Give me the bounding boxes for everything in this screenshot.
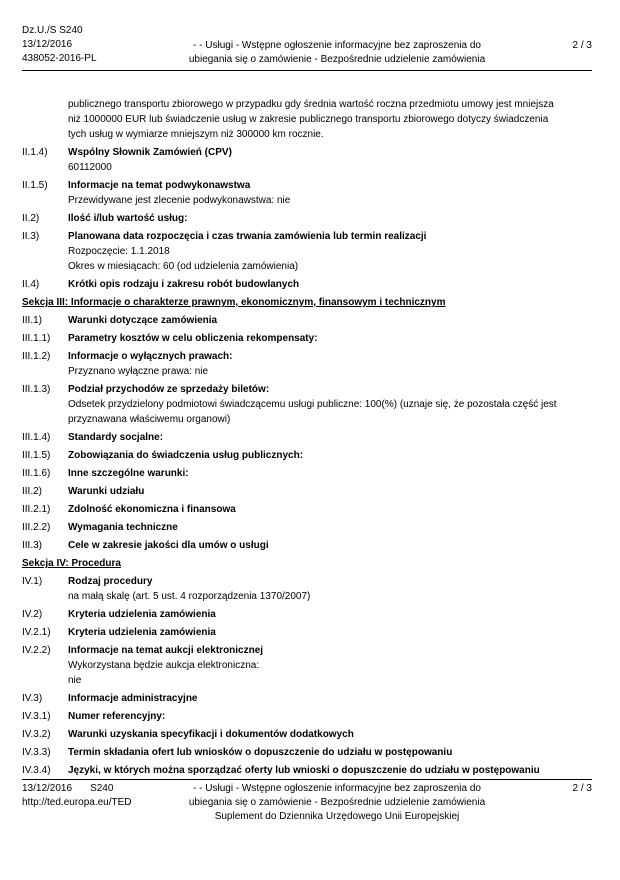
item-number: IV.3.1) <box>22 711 51 722</box>
section-item <box>22 520 592 535</box>
item-body <box>68 538 592 553</box>
section-item <box>22 625 592 640</box>
item-number: IV.2.1) <box>22 627 51 638</box>
item-body <box>68 643 592 688</box>
section-item <box>22 211 592 226</box>
item-title: Informacje na temat aukcji elektronicznej <box>68 645 264 656</box>
item-title: Informacje na temat podwykonawstwa <box>68 180 251 191</box>
section-item <box>22 643 592 688</box>
section-item <box>22 502 592 517</box>
item-number: III.1) <box>22 315 43 326</box>
item-number: II.4) <box>22 279 40 290</box>
item-title: Warunki udziału <box>68 486 145 497</box>
section-item <box>22 229 592 274</box>
intro-line: niż 1000000 EUR lub świadczenie usług w zakresie publicznego transportu zbiorowego dotyczy świadczenia <box>68 114 549 125</box>
footer-code: S240 <box>90 783 114 794</box>
footer-title <box>152 782 522 824</box>
item-body <box>68 607 592 622</box>
item-number: III.1.2) <box>22 351 51 362</box>
section-item <box>22 430 592 445</box>
section-item <box>22 178 592 208</box>
section-item <box>22 382 592 427</box>
item-title: Wspólny Słownik Zamówień (CPV) <box>68 147 232 158</box>
section-item <box>22 466 592 481</box>
item-body <box>68 178 592 208</box>
item-detail: Odsetek przydzielony podmiotowi świadczącemu usługi publiczne: 100(%) (uznaje się, że pozostała część jest <box>68 399 557 410</box>
header-doc-id: Dz.U./S S240 <box>22 25 83 36</box>
items-list <box>22 145 592 778</box>
item-title: Kryteria udzielenia zamówienia <box>68 609 216 620</box>
section-heading: Sekcja IV: Procedura <box>22 558 121 569</box>
item-body <box>68 313 592 328</box>
header-page-number: 2 / 3 <box>572 40 592 51</box>
item-title: Planowana data rozpoczęcia i czas trwania zamówienia lub termin realizacji <box>68 231 427 242</box>
item-number: II.1.5) <box>22 180 48 191</box>
item-body <box>68 466 592 481</box>
section-heading: Sekcja III: Informacje o charakterze prawnym, ekonomicznym, finansowym i technicznym <box>22 297 446 308</box>
item-body <box>68 277 592 292</box>
section-item <box>22 277 592 292</box>
item-detail: Przewidywane jest zlecenie podwykonawstwa: nie <box>68 195 291 206</box>
item-title: Numer referencyjny: <box>68 711 166 722</box>
item-number: IV.2.2) <box>22 645 51 656</box>
item-title: Warunki uzyskania specyfikacji i dokumentów dodatkowych <box>68 729 354 740</box>
item-title: Podział przychodów ze sprzedaży biletów: <box>68 384 270 395</box>
footer-title-line2: ubiegania się o zamówienie - Bezpośrednie udzielenie zamówienia <box>188 797 486 808</box>
item-body <box>68 349 592 379</box>
footer-supplement: Suplement do Dziennika Urzędowego Unii Europejskiej <box>214 811 460 822</box>
footer-divider <box>22 779 592 780</box>
item-title: Cele w zakresie jakości dla umów o usługi <box>68 540 269 551</box>
header-title-line1: - - Usługi - Wstępne ogłoszenie informacyjne bez zaproszenia do <box>193 40 481 51</box>
header-date: 13/12/2016 <box>22 39 73 50</box>
item-title: Informacje o wyłącznych prawach: <box>68 351 233 362</box>
footer-page-number: 2 / 3 <box>572 783 592 794</box>
item-title: Inne szczególne warunki: <box>68 468 189 479</box>
header-title <box>152 39 522 67</box>
section-item <box>22 745 592 760</box>
item-number: IV.3.4) <box>22 765 51 776</box>
item-body <box>68 430 592 445</box>
header-meta <box>22 24 97 66</box>
item-body <box>68 211 592 226</box>
item-number: IV.1) <box>22 576 43 587</box>
item-number: IV.2) <box>22 609 43 620</box>
section-item <box>22 763 592 778</box>
item-title: Krótki opis rodzaju i zakresu robót budowlanych <box>68 279 300 290</box>
item-number: II.3) <box>22 231 40 242</box>
header-divider <box>22 70 592 71</box>
item-detail: Rozpoczęcie: 1.1.2018 <box>68 246 170 257</box>
item-detail: Przyznano wyłączne prawa: nie <box>68 366 209 377</box>
section-item <box>22 331 592 346</box>
item-body <box>68 574 592 604</box>
item-title: Języki, w których można sporządzać oferty lub wnioski o dopuszczenie do udziału w postępowaniu <box>68 765 540 776</box>
section-item <box>22 709 592 724</box>
item-detail: nie <box>68 675 82 686</box>
item-detail: 60112000 <box>68 162 112 173</box>
item-title: Parametry kosztów w celu obliczenia rekompensaty: <box>68 333 318 344</box>
item-number: III.2.1) <box>22 504 51 515</box>
item-number: III.1.1) <box>22 333 51 344</box>
item-body <box>68 502 592 517</box>
item-number: III.1.5) <box>22 450 51 461</box>
item-title: Informacje administracyjne <box>68 693 198 704</box>
section-item <box>22 727 592 742</box>
item-number: III.2) <box>22 486 43 497</box>
section-item <box>22 538 592 553</box>
item-title: Termin składania ofert lub wniosków o dopuszczenie do udziału w postępowaniu <box>68 747 453 758</box>
item-number: III.2.2) <box>22 522 51 533</box>
section-item <box>22 607 592 622</box>
item-body <box>68 520 592 535</box>
footer-meta <box>22 782 132 810</box>
item-number: III.1.4) <box>22 432 51 443</box>
item-title: Standardy socjalne: <box>68 432 164 443</box>
section-item <box>22 484 592 499</box>
item-body <box>68 745 592 760</box>
item-detail: Wykorzystana będzie aukcja elektroniczna: <box>68 660 260 671</box>
header-title-line2: ubiegania się o zamówienie - Bezpośrednie udzielenie zamówienia <box>188 54 486 65</box>
item-title: Ilość i/lub wartość usług: <box>68 213 188 224</box>
item-title: Zobowiązania do świadczenia usług publicznych: <box>68 450 304 461</box>
item-body <box>68 625 592 640</box>
item-number: IV.3.3) <box>22 747 51 758</box>
item-title: Warunki dotyczące zamówienia <box>68 315 218 326</box>
item-body <box>68 229 592 274</box>
item-body <box>68 691 592 706</box>
item-title: Wymagania techniczne <box>68 522 178 533</box>
item-detail: Okres w miesiącach: 60 (od udzielenia zamówienia) <box>68 261 299 272</box>
item-title: Rodzaj procedury <box>68 576 153 587</box>
item-body <box>68 145 592 175</box>
section-item <box>22 313 592 328</box>
section-item <box>22 574 592 604</box>
item-title: Zdolność ekonomiczna i finansowa <box>68 504 236 515</box>
item-body <box>68 763 592 778</box>
item-number: III.1.6) <box>22 468 51 479</box>
item-body <box>68 448 592 463</box>
section-item <box>22 691 592 706</box>
item-body <box>68 709 592 724</box>
item-number: IV.3) <box>22 693 43 704</box>
section-item <box>22 145 592 175</box>
item-body <box>68 484 592 499</box>
item-number: IV.3.2) <box>22 729 51 740</box>
item-body <box>68 331 592 346</box>
item-number: II.1.4) <box>22 147 48 158</box>
item-body <box>68 382 592 427</box>
item-detail: na małą skalę (art. 5 ust. 4 rozporządzenia 1370/2007) <box>68 591 311 602</box>
document-body <box>22 97 592 778</box>
item-detail: przyznawana właściwemu organowi) <box>68 414 231 425</box>
section-item <box>22 448 592 463</box>
intro-paragraph <box>68 97 592 142</box>
item-number: III.3) <box>22 540 43 551</box>
header-ref: 438052-2016-PL <box>22 53 97 64</box>
item-title: Kryteria udzielenia zamówienia <box>68 627 216 638</box>
footer-url: http://ted.europa.eu/TED <box>22 797 132 808</box>
intro-line: tych usług w wymiarze mniejszym niż 300000 km rocznie. <box>68 129 324 140</box>
intro-line: publicznego transportu zbiorowego w przypadku gdy średnia wartość roczna przedmiotu umowy jest mniejsza <box>68 99 554 110</box>
footer-title-line1: - - Usługi - Wstępne ogłoszenie informacyjne bez zaproszenia do <box>193 783 481 794</box>
item-number: III.1.3) <box>22 384 51 395</box>
item-number: II.2) <box>22 213 40 224</box>
footer-date: 13/12/2016 <box>22 783 73 794</box>
section-item <box>22 349 592 379</box>
item-body <box>68 727 592 742</box>
